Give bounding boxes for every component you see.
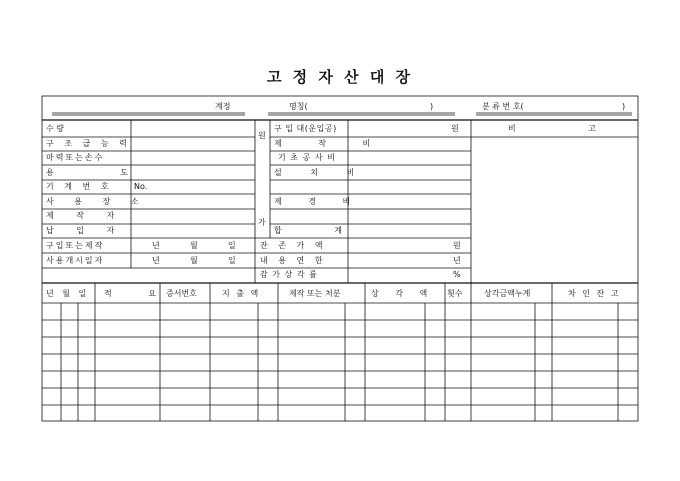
structure-label: 구 조 급 능 력: [46, 139, 131, 148]
ledger-header-description: 적 요: [104, 289, 156, 298]
residual-value-unit: 원: [453, 241, 461, 250]
installation-cost-label: 설 치 비: [274, 168, 355, 177]
useful-life-label: 내 용 연 한: [260, 256, 324, 265]
acquired-date-label: 구입또는제작: [46, 241, 105, 250]
use-label: 용 도: [46, 168, 128, 177]
machine-no-value: No.: [134, 182, 148, 191]
useful-life-unit: 년: [453, 256, 461, 265]
use-start-year: 년: [152, 256, 160, 265]
residual-value-label: 잔 존 가 액: [260, 241, 324, 250]
account-label: 계정: [215, 102, 231, 111]
purchase-price-unit: 원: [451, 124, 459, 133]
depreciation-rate-label: 감 가 상 각 률: [260, 270, 318, 279]
ledger-header-expenditure: 지 출 액: [222, 289, 261, 298]
total-label: 합 계: [274, 226, 342, 235]
ledger-header-date: 년 월 일: [46, 289, 90, 298]
foundation-cost-label: 기 초 공 사 비: [278, 153, 336, 162]
cost-vertical-ga: 가: [258, 218, 266, 227]
acquired-day: 일: [228, 241, 236, 250]
horsepower-label: 마력또는손수: [46, 153, 105, 162]
remarks-label: 비 고: [508, 124, 596, 133]
use-start-date-label: 사용개시일자: [46, 256, 105, 265]
supplier-label: 납 입 자: [46, 226, 115, 235]
location-label: 사 용 장 소: [46, 197, 148, 206]
page-title: 고 정 자 산 대 장: [266, 68, 414, 86]
purchase-price-label: 구 입 대(운입공): [274, 124, 337, 133]
use-start-month: 월: [190, 256, 198, 265]
category-close: ): [622, 102, 626, 111]
ledger-header-count: 횟수: [447, 289, 463, 298]
ledger-header-depreciation: 상 각 액: [371, 289, 428, 298]
ledger-header-voucher: 증서번호: [166, 289, 197, 298]
ledger-header-accumulated: 상각금액누계: [484, 289, 531, 298]
name-label: 명칭(: [289, 102, 308, 111]
name-close: ): [430, 102, 434, 111]
ledger-header-balance: 차 인 잔 고: [568, 289, 621, 298]
ledger-header-disposal: 제작 또는 처분: [289, 289, 341, 298]
misc-cost-label: 제 경 비: [274, 197, 351, 206]
production-cost-label: 제 작 비: [274, 139, 371, 148]
quantity-label: 수 량: [46, 124, 64, 133]
use-start-day: 일: [228, 256, 236, 265]
depreciation-rate-unit: %: [453, 270, 461, 279]
maker-label: 제 작 자: [46, 211, 115, 220]
machine-no-label: 기 계 번 호: [46, 182, 113, 191]
acquired-month: 월: [190, 241, 198, 250]
cost-vertical-won: 원: [258, 131, 266, 140]
category-code-label: 분 류 번 호(: [482, 102, 524, 111]
acquired-year: 년: [152, 241, 160, 250]
